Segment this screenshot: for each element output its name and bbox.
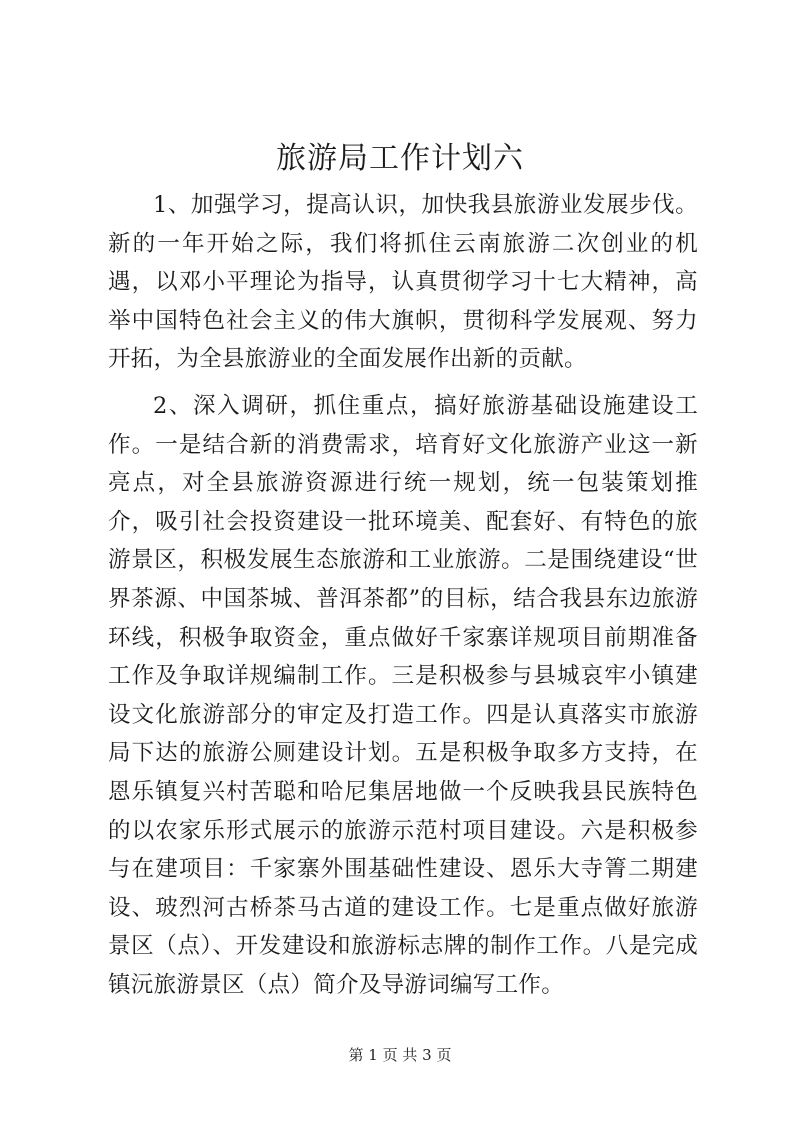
paragraph-1: 1、加强学习，提高认识，加快我县旅游业发展步伐。新的一年开始之际，我们将抓住云南旅游二次创业的机遇，以邓小平理论为指导，认真贯彻学习十七大精神，高举中国特色社会主义的伟大旗帜，贯彻科学发展观、努力开拓，为全县旅游业的全面发展作出新的贡献。 bbox=[108, 192, 698, 373]
page-footer: 第 1 页 共 3 页 bbox=[348, 1046, 452, 1064]
paragraph-2: 2、深入调研，抓住重点，搞好旅游基础设施建设工作。一是结合新的消费需求，培育好文化旅游产业这一新亮点，对全县旅游资源进行统一规划，统一包装策划推介，吸引社会投资建设一批环境美、配套好、有特色的旅游景区，积极发展生态旅游和工业旅游。二是围绕建设“世界茶源、中国茶城、普洱茶都”的目标，结合我县东边旅游环线，积极争取资金，重点做好千家寨详规项目前期准备工作及争取详规编制工作。三是积极参与县城哀牢小镇建设文化旅游部分的审定及打造工作。四是认真落实市旅游局下达的旅游公厕建设计划。五是积极争取多方支持，在恩乐镇复兴村苦聪和哈尼集居地做一个反映我县民族特色的以农家乐形式展示的旅游示范村项目建设。六是积极参与在建项目：千家寨外围基础性建设、恩乐大寺箐二期建设、玻烈河古桥茶马古道的建设工作。七是重点做好旅游景区（点）、开发建设和旅游标志牌的制作工作。八是完成镇沅旅游景区（点）简介及导游词编写工作。 bbox=[108, 392, 698, 998]
document-body bbox=[108, 186, 698, 1004]
document-title: 旅游局工作计划六 bbox=[276, 141, 524, 176]
